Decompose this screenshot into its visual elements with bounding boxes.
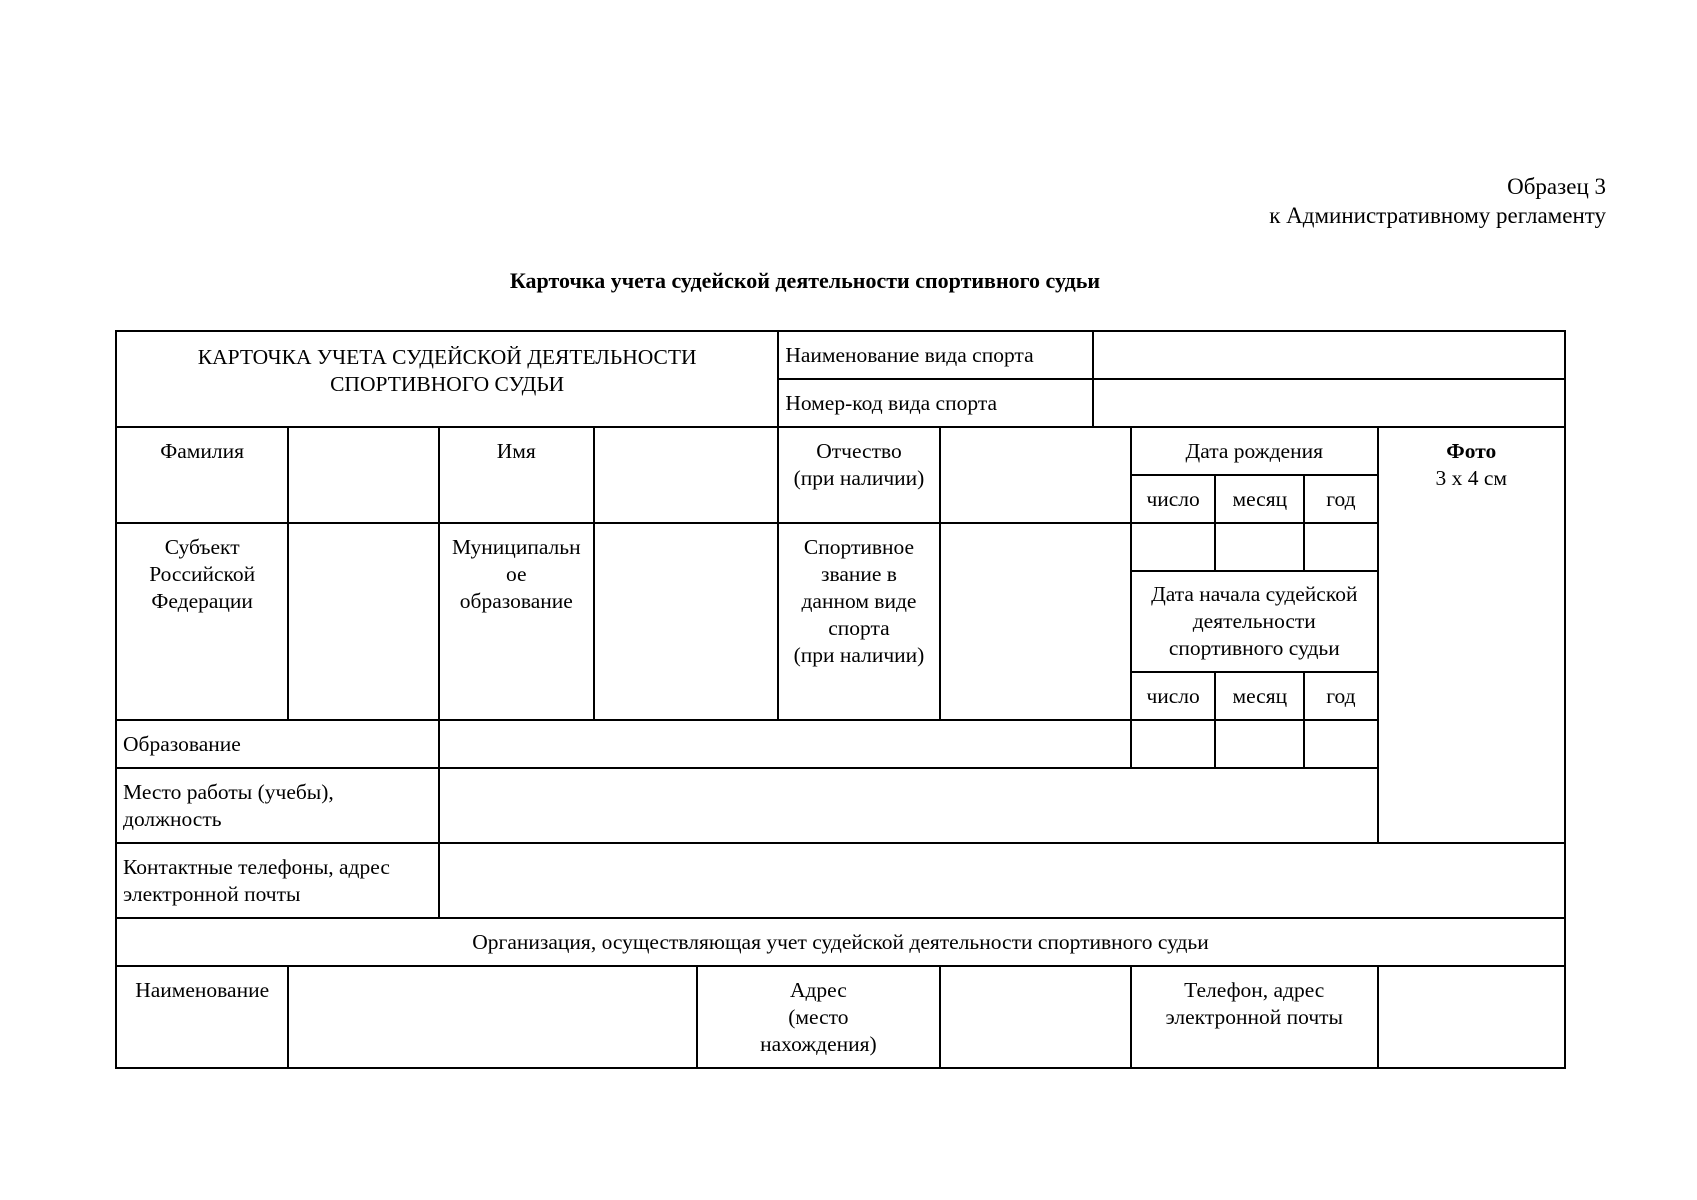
surname-field[interactable] [288,427,438,523]
org-phone-field[interactable] [1378,966,1565,1068]
subject-field[interactable] [288,523,438,720]
org-address-label-line-3: нахождения) [760,1032,877,1056]
contacts-label-line-1: Контактные телефоны, адрес [123,854,390,879]
sport-name-label: Наименование вида спорта [778,331,1093,379]
sport-rank-label-line-2: звание в [820,562,897,586]
org-address-field[interactable] [940,966,1131,1068]
card-header-line-2: СПОРТИВНОГО СУДЬИ [330,372,565,396]
subject-label-line-2: Российской [149,562,256,586]
subject-label-line-3: Федерации [151,589,253,613]
sport-rank-field[interactable] [940,523,1131,720]
annex-caption [1269,172,1606,230]
sport-name-field[interactable] [1093,331,1565,379]
surname-label: Фамилия [116,427,288,523]
org-name-field[interactable] [288,966,697,1068]
start-date-label [1131,571,1377,672]
card-header-cell [116,331,778,427]
birth-day-label: число [1131,475,1215,523]
municipal-field[interactable] [594,523,778,720]
contacts-label-line-2: электронной почты [123,881,301,906]
work-label-line-2: должность [123,806,222,831]
work-label-line-1: Место работы (учебы), [123,779,334,804]
municipal-label-line-2: ое [506,562,527,586]
sport-rank-label-line-1: Спортивное [803,535,915,559]
work-field[interactable] [439,768,1565,843]
org-address-label-line-1: Адрес [789,978,847,1002]
start-month-label: месяц [1215,672,1304,720]
subject-label-line-1: Субъект [164,535,240,559]
patronymic-label-line-2: (при наличии) [793,466,925,490]
card-header-line-1: КАРТОЧКА УЧЕТА СУДЕЙСКОЙ ДЕЯТЕЛЬНОСТИ [197,345,697,369]
start-day-label: число [1131,672,1215,720]
annex-line-2: к Административному регламенту [1269,203,1606,228]
education-field[interactable] [439,720,1131,768]
document-title: Карточка учета судейской деятельности спортивного судьи [509,268,1101,293]
photo-label: Фото [1446,439,1497,463]
birth-date-label: Дата рождения [1131,427,1377,475]
start-date-label-line-1: Дата начала судейской [1151,582,1358,606]
org-header: Организация, осуществляющая учет судейской деятельности спортивного судьи [116,918,1565,966]
annex-line-1: Образец 3 [1507,174,1606,199]
org-phone-label [1131,966,1377,1068]
municipal-label-line-1: Муниципальн [451,535,581,559]
subject-label [116,523,288,720]
patronymic-field[interactable] [940,427,1131,523]
start-date-label-line-2: деятельности [1192,609,1316,633]
judge-card-table [115,330,1566,1069]
org-phone-label-line-2: электронной почты [1165,1005,1343,1029]
start-day-field[interactable] [1131,720,1215,768]
org-phone-label-line-1: Телефон, адрес [1184,978,1325,1002]
sport-code-label: Номер-код вида спорта [778,379,1093,427]
patronymic-label [778,427,939,523]
work-label [116,768,439,843]
sport-rank-label-line-5: (при наличии) [793,643,925,667]
education-label: Образование [116,720,439,768]
name-field[interactable] [594,427,778,523]
municipal-label-line-3: образование [459,589,573,613]
photo-size: 3 х 4 см [1435,466,1508,490]
name-label: Имя [439,427,594,523]
birth-year-label: год [1304,475,1377,523]
birth-year-field[interactable] [1304,523,1377,571]
birth-month-field[interactable] [1215,523,1304,571]
sport-code-field[interactable] [1093,379,1565,427]
sport-rank-label-line-4: спорта [828,616,890,640]
org-name-label: Наименование [116,966,288,1068]
birth-month-label: месяц [1215,475,1304,523]
org-address-label [697,966,939,1068]
start-date-label-line-3: спортивного судьи [1168,636,1340,660]
municipal-label [439,523,594,720]
patronymic-label-line-1: Отчество [816,439,902,463]
org-address-label-line-2: (место [788,1005,849,1029]
start-year-label: год [1304,672,1377,720]
sport-rank-label [778,523,939,720]
birth-day-field[interactable] [1131,523,1215,571]
contacts-label [116,843,439,918]
sport-rank-label-line-3: данном виде [801,589,917,613]
start-year-field[interactable] [1304,720,1377,768]
contacts-field[interactable] [439,843,1565,918]
start-month-field[interactable] [1215,720,1304,768]
